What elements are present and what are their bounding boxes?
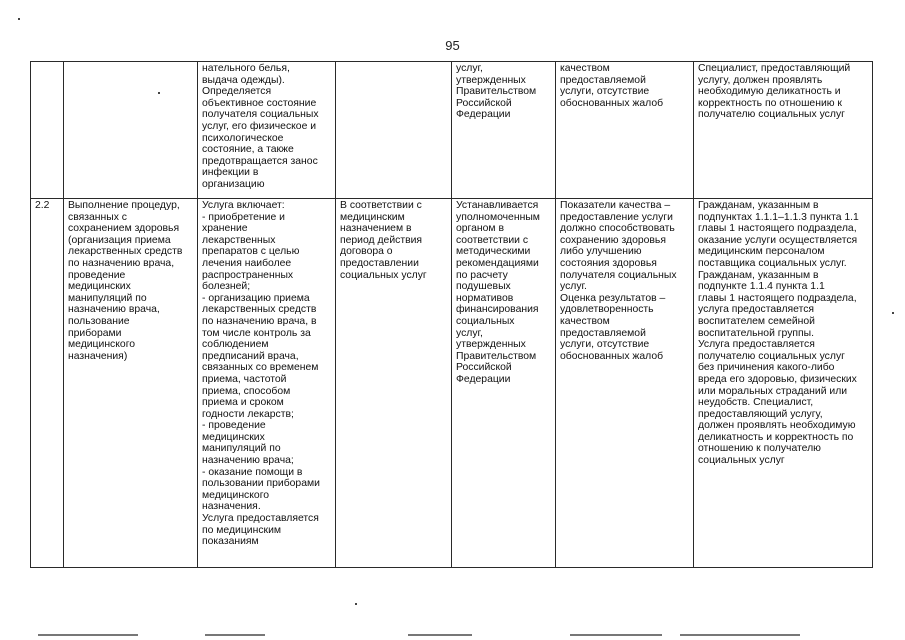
cell-service-rate: услуг, утвержденных Правительством Российской Федерации <box>452 62 556 199</box>
cell-service-description: Услуга включает: - приобретение и хранение лекарственных препаратов с целью лечения наиболее распространенных болезней; - организацию приема лекарственных средств по назначению врача, в том числе контроль за соблюдением предписаний врача, связанных со временем приема, частотой приема, способом приема и сроком годности лекарств; - проведение медицинских манипуляций по назначению врача; - оказание помощи в пользовании приборами медицинского назначения. Услуга предоставляется по медицинским показаниям <box>198 199 336 568</box>
cell-conditions: Гражданам, указанным в подпунктах 1.1.1–1.1.3 пункта 1.1 главы 1 настоящего подраздела, оказание услуги осуществляется медицинским персоналом поставщика социальных услуг. Гражданам, указанным в подпункте 1.1.4 пункта 1.1 главы 1 настоящего подраздела, услуга предоставляется воспитателем семейной воспитательной группы. Услуга предоставляется получателю социальных услуг без причинения какого-либо вреда его здоровью, физических или моральных страданий или неудобств. Специалист, предоставляющий услугу, должен проявлять необходимую деликатность и корректность по отношению к получателю социальных услуг <box>694 199 873 568</box>
cell-service-name: Выполнение процедур, связанных с сохранением здоровья (организация приема лекарственных средств по назначению врача, проведение медицинских манипуляций по назначению врача, пользование приборами медицинского назначения) <box>64 199 198 568</box>
table-row <box>31 62 873 199</box>
services-table <box>30 61 873 568</box>
scan-speck <box>18 18 20 20</box>
cell-number <box>31 62 64 199</box>
cell-quality-indicators: Показатели качества – предоставление услуги должно способствовать сохранению здоровья либо улучшению состояния здоровья получателя социальных услуг. Оценка результатов – удовлетворенность качеством предоставляемой услуги, отсутствие обоснованных жалоб <box>556 199 694 568</box>
scan-speck <box>892 312 894 314</box>
table-row <box>31 199 873 568</box>
cell-service-rate: Устанавливается уполномоченным органом в соответствии с методическими рекомендациями по расчету подушевых нормативов финансирования социальных услуг, утвержденных Правительством Российской Федерации <box>452 199 556 568</box>
scan-edge-line <box>38 634 138 636</box>
cell-number: 2.2 <box>31 199 64 568</box>
scan-edge-line <box>408 634 472 636</box>
cell-service-description: нательного белья, выдача одежды). Определяется объективное состояние получателя социальных услуг, его физическое и психологическое состояние, а также предотвращается занос инфекции в организацию <box>198 62 336 199</box>
scan-edge-line <box>680 634 800 636</box>
scan-edge-line <box>570 634 662 636</box>
scan-speck <box>355 603 357 605</box>
cell-service-period: В соответствии с медицинским назначением в период действия договора о предоставлении социальных услуг <box>336 199 452 568</box>
cell-service-name <box>64 62 198 199</box>
scan-speck <box>158 92 160 94</box>
page-number: 95 <box>445 38 460 53</box>
cell-conditions: Специалист, предоставляющий услугу, должен проявлять необходимую деликатность и корректность по отношению к получателю социальных услуг <box>694 62 873 199</box>
cell-quality-indicators: качеством предоставляемой услуги, отсутствие обоснованных жалоб <box>556 62 694 199</box>
scan-edge-line <box>205 634 265 636</box>
cell-service-period <box>336 62 452 199</box>
